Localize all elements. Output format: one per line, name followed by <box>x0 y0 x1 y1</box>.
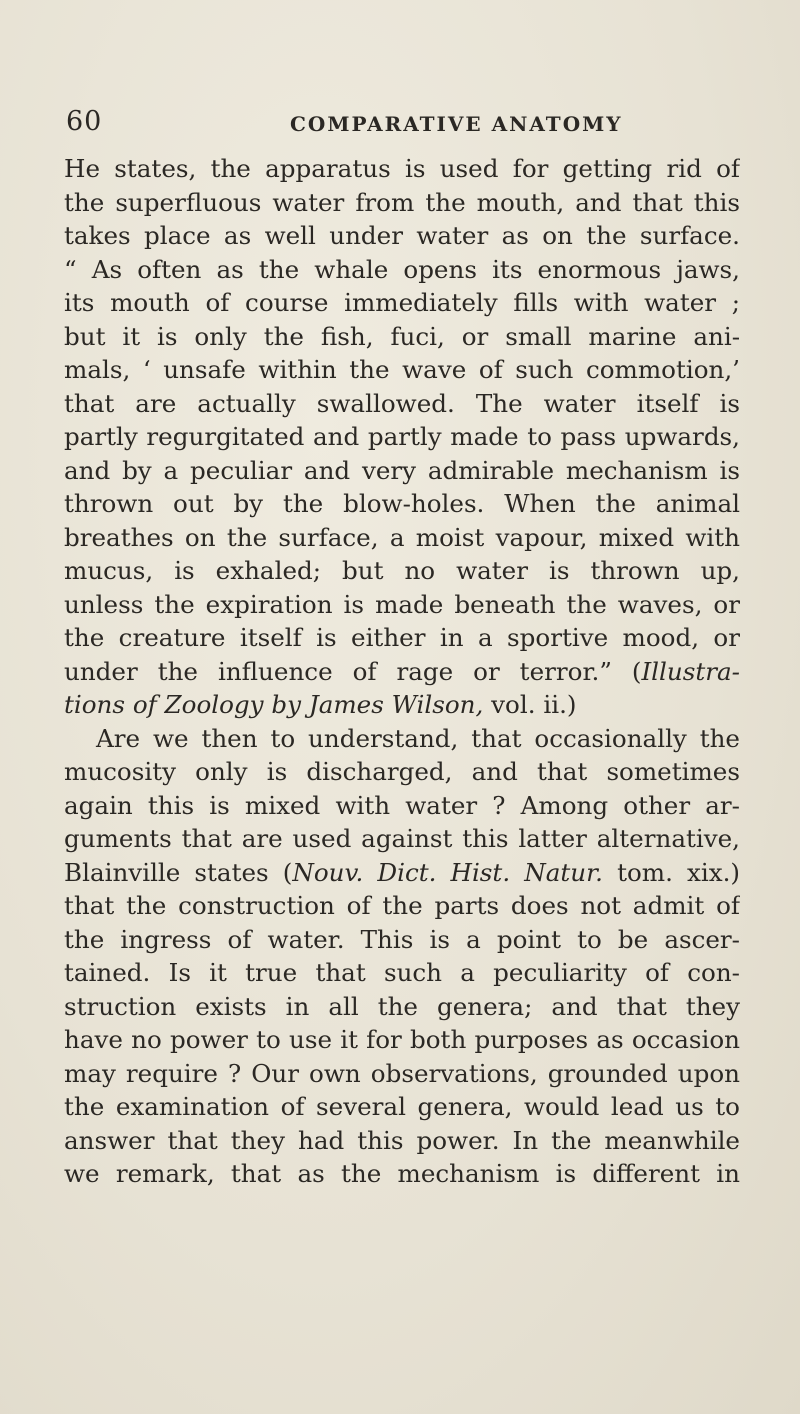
text-line: again this is mixed with water ? Among other ar- <box>64 790 740 820</box>
text-line: we remark, that as the mechanism is different in <box>64 1159 740 1188</box>
text-line: the examination of several genera, would lead us to <box>64 1092 740 1121</box>
text-line: breathes on the surface, a moist vapour, mixed with <box>64 522 740 552</box>
text-line: partly regurgitated and partly made to pass upwards, <box>64 422 740 451</box>
reference-text: Blainville states ( <box>64 857 293 887</box>
text-line: answer that they had this power. In the meanwhile <box>64 1125 740 1155</box>
text-line: mucus, is exhaled; but no water is thrown up, <box>64 556 740 585</box>
reference-title: Nouv. Dict. Hist. Natur. <box>292 857 603 887</box>
text-line: thrown out by the blow-holes. When the animal <box>64 489 740 518</box>
body-text <box>64 152 740 1191</box>
reference-volume: tom. xix.) <box>603 857 740 887</box>
citation-title: tions of Zoology by James Wilson, <box>64 690 484 719</box>
text-line: that the construction of the parts does not admit of <box>64 891 740 920</box>
citation-text: under the influence of rage or terror.” ( <box>64 656 642 686</box>
text-line: may require ? Our own observations, grounded upon <box>64 1058 740 1088</box>
text-line: takes place as well under water as on the surface. <box>64 221 740 250</box>
text-line: struction exists in all the genera; and that they <box>64 991 740 1021</box>
text-line: the ingress of water. This is a point to be ascer- <box>64 924 740 954</box>
text-line: tained. Is it true that such a peculiarity of con- <box>64 958 740 987</box>
text-line: but it is only the fish, fuci, or small marine ani- <box>64 321 740 351</box>
running-head <box>66 106 766 146</box>
citation-volume: vol. ii.) <box>483 690 577 719</box>
text-line: have no power to use it for both purposes as occasion <box>64 1025 740 1054</box>
text-line: mals, ‘ unsafe within the wave of such commotion,’ <box>64 355 740 384</box>
citation-end-line <box>64 688 740 722</box>
text-line: the creature itself is either in a sportive mood, or <box>64 623 740 652</box>
paragraph-first-line: Are we then to understand, that occasionally the <box>96 723 740 753</box>
citation-line <box>64 655 740 689</box>
text-line: guments that are used against this latter alternative, <box>64 824 740 853</box>
text-line: its mouth of course immediately fills with water ; <box>64 288 740 317</box>
text-line: mucosity only is discharged, and that sometimes <box>64 757 740 786</box>
text-line: and by a peculiar and very admirable mechanism is <box>64 455 740 485</box>
reference-line <box>64 856 740 890</box>
text-line: “ As often as the whale opens its enormous jaws, <box>64 254 740 284</box>
text-line: that are actually swallowed. The water itself is <box>64 388 740 418</box>
text-line: the superfluous water from the mouth, and that this <box>64 187 740 217</box>
page-number: 60 <box>66 106 103 137</box>
text-line: unless the expiration is made beneath the waves, or <box>64 589 740 619</box>
text-line: He states, the apparatus is used for getting rid of <box>64 154 740 183</box>
citation-title: Illustra- <box>641 656 740 686</box>
running-title: COMPARATIVE ANATOMY <box>290 112 623 136</box>
